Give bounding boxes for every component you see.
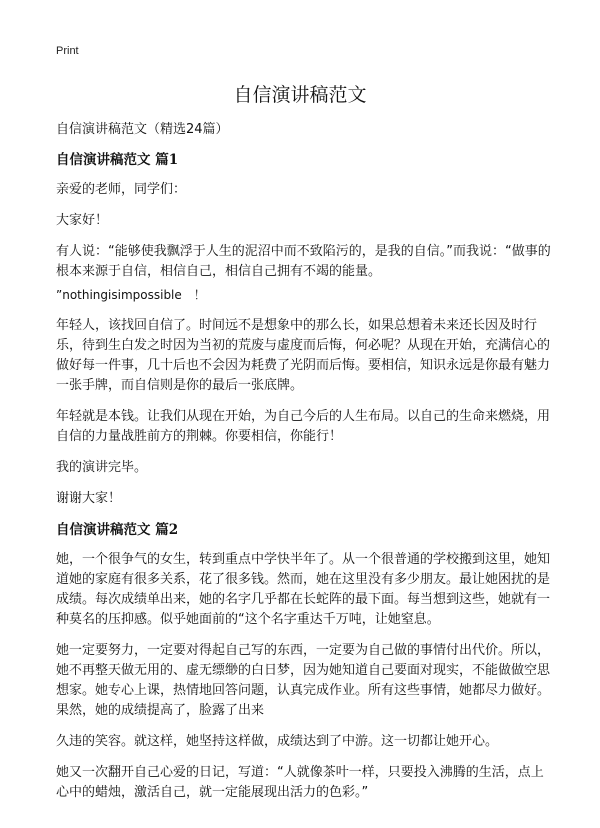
- paragraph: 年轻人，该找回自信了。时间远不是想象中的那么长，如果总想着未来还长因及时行乐，待到生白发之时因为当初的荒废与虚度而后悔，何必呢？从现在开始，充满信心的做好每一件事，几十后也不会因为耗费了光阴而后悔。要相信，知识永远是你最有魅力一张手牌，而自信则是你的最后一张底牌。: [56, 318, 551, 393]
- paragraph: 我的演讲完毕。: [56, 460, 148, 475]
- paragraph: 大家好！: [56, 213, 109, 228]
- paragraph: 久违的笑容。就这样，她坚持这样做，成绩达到了中游。这一切都让她开心。: [56, 734, 499, 749]
- document-body: [56, 120, 556, 814]
- print-label: Print: [56, 45, 79, 57]
- paragraph: 她，一个很争气的女生，转到重点中学快半年了。从一个很普通的学校搬到这里，她知道她的家庭有很多关系，花了很多钱。然而，她在这里没有多少朋友。最让她困扰的是成绩。每次成绩单出来，她的名字几乎都在长蛇阵的最下面。每当想到这些，她就有一种莫名的压抑感。似乎她面前的“这个名字重达千万吨，让她窒息。: [56, 552, 551, 627]
- paragraph: 年轻就是本钱。让我们从现在开始，为自己今后的人生布局。以自己的生命来燃烧，用自信的力量战胜前方的荆棘。你要相信，你能行！: [56, 409, 551, 444]
- paragraph: 亲爱的老师，同学们：: [56, 182, 187, 197]
- paragraph: 她一定要努力，一定要对得起自己写的东西，一定要为自己做的事情付出代价。所以，她不再整天做无用的、虚无缥缈的白日梦，因为她知道自己要面对现实，不能做做空思想家。她专心上课，热情地回答问题，认真完成作业。所有这些事情，她都尽力做好。果然，她的成绩提高了，脸露了出来: [56, 643, 551, 718]
- section-heading-2: 自信演讲稿范文 篇2: [56, 522, 179, 538]
- paragraph: ”nothingisimpossible ！: [56, 288, 206, 302]
- document-subtitle: 自信演讲稿范文（精选24篇）: [56, 122, 229, 137]
- paragraph: 有人说：“能够使我飘浮于人生的泥沼中而不致陷污的，是我的自信。”而我说：“做事的根本来源于自信，相信自己，相信自己拥有不竭的能量。: [56, 244, 551, 279]
- paragraph: 谢谢大家！: [56, 491, 122, 506]
- section-heading-1: 自信演讲稿范文 篇1: [56, 152, 179, 168]
- document-title: 自信演讲稿范文: [233, 84, 367, 106]
- paragraph: 她又一次翻开自己心爱的日记，写道：“人就像茶叶一样，只要投入沸腾的生活，点上心中的蜡烛，激活自己，就一定能展现出活力的色彩。”: [56, 765, 544, 800]
